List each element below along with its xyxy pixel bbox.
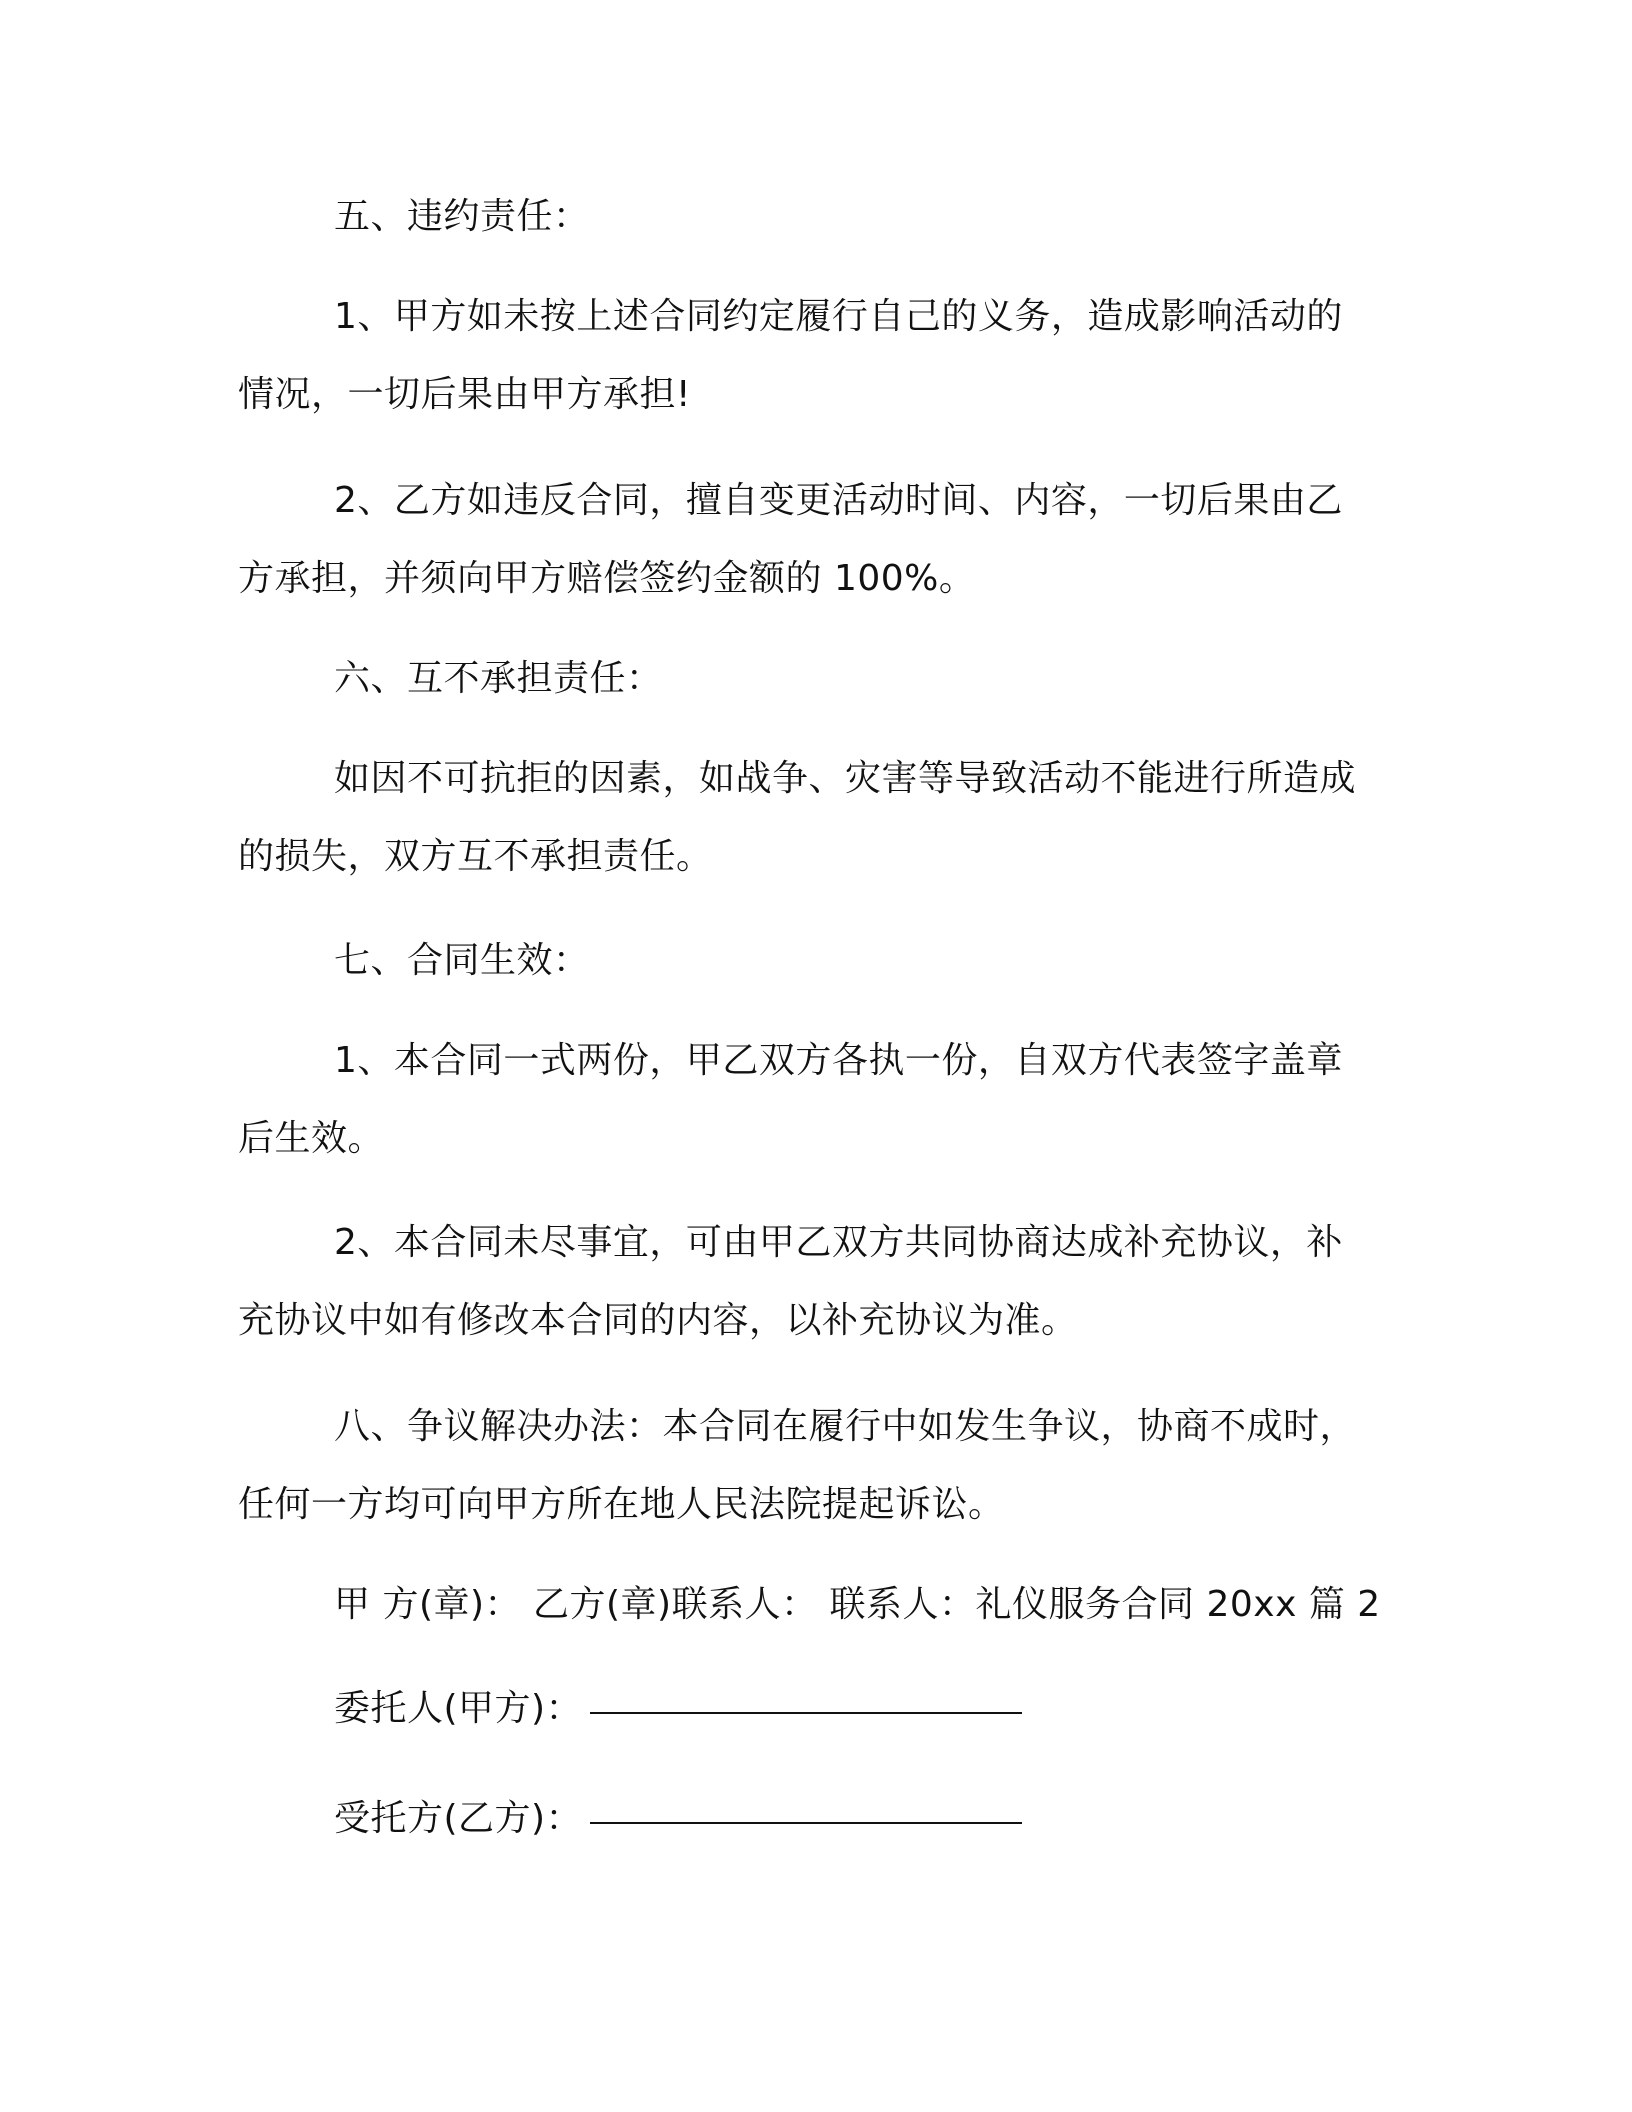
- section-heading: 六、互不承担责任：: [334, 658, 663, 699]
- paragraph-line: 任何一方均可向甲方所在地人民法院提起诉讼。: [238, 1484, 1005, 1525]
- section-heading: 七、合同生效：: [334, 940, 590, 981]
- paragraph-line: 1、甲方如未按上述合同约定履行自己的义务，造成影响活动的: [334, 296, 1343, 337]
- client-field: [238, 1670, 1388, 1748]
- client-label: 委托人(甲方)：: [334, 1688, 583, 1729]
- contractor-field: [238, 1780, 1388, 1858]
- field-row: [238, 1780, 1388, 1858]
- s8: [238, 1388, 1388, 1544]
- s5-item2: [238, 462, 1388, 618]
- paragraph-line: 如因不可抗拒的因素，如战争、灾害等导致活动不能进行所造成: [334, 758, 1357, 799]
- contractor-label: 受托方(乙方)：: [334, 1798, 583, 1839]
- paragraph-line: 情况，一切后果由甲方承担!: [238, 374, 691, 415]
- paragraph-line: 2、本合同未尽事宜，可由甲乙双方共同协商达成补充协议，补: [334, 1222, 1343, 1263]
- paragraph-line: 1、本合同一式两份，甲乙双方各执一份，自双方代表签字盖章: [334, 1040, 1343, 1081]
- client-blank-line[interactable]: [590, 1676, 1022, 1714]
- paragraph-line: 充协议中如有修改本合同的内容，以补充协议为准。: [238, 1300, 1078, 1341]
- field-row: [238, 1670, 1388, 1748]
- s5-title: [238, 178, 1388, 256]
- s7-item2: [238, 1204, 1388, 1360]
- paragraph-line: 八、争议解决办法：本合同在履行中如发生争议，协商不成时，: [334, 1406, 1357, 1447]
- signature-line: 甲 方(章)： 乙方(章)联系人： 联系人：礼仪服务合同 20xx 篇 2: [334, 1584, 1381, 1625]
- paragraph-line: 2、乙方如违反合同，擅自变更活动时间、内容，一切后果由乙: [334, 480, 1343, 521]
- signature-block: [238, 1566, 1388, 1644]
- section-heading: 五、违约责任：: [334, 196, 590, 237]
- s7-item1: [238, 1022, 1388, 1178]
- paragraph-line: 方承担，并须向甲方赔偿签约金额的 100%。: [238, 558, 976, 599]
- paragraph-line: 后生效。: [238, 1118, 385, 1159]
- paragraph-line: 的损失，双方互不承担责任。: [238, 836, 713, 877]
- s5-item1: [238, 278, 1388, 434]
- s7-title: [238, 922, 1388, 1000]
- contractor-blank-line[interactable]: [590, 1786, 1022, 1824]
- s6-title: [238, 640, 1388, 718]
- s6-text: [238, 740, 1388, 896]
